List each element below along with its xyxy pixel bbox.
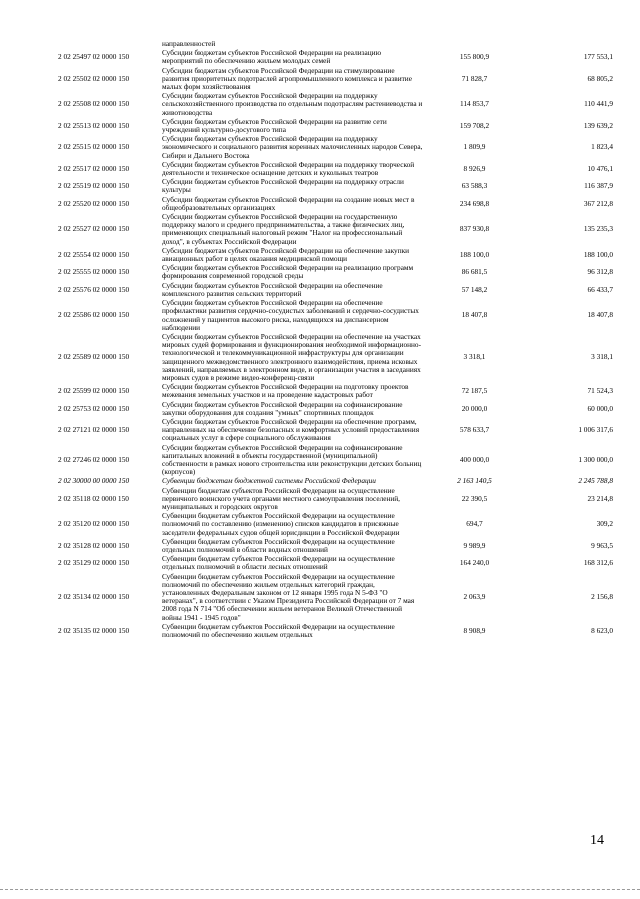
value-2022-cell <box>522 40 615 49</box>
value-2022-cell: 188 100,0 <box>583 249 613 259</box>
name-cell: Субсидии бюджетам субъектов Российской Федерации на обеспечение закупки авиационных работ в целях оказания медицинской помощи <box>162 245 410 264</box>
table-row <box>58 573 615 623</box>
value-2021-cell: 234 698,8 <box>459 198 490 208</box>
value-2021-cell: 57 148,2 <box>461 284 488 294</box>
table-row <box>58 118 615 135</box>
name-cell: Субвенции бюджетам субъектов Российской Федерации на осуществление первичного воинского учета органами местного самоуправления поселений, муниципальных и городских округов <box>162 485 401 511</box>
value-2022-cell: 2 156,8 <box>591 592 613 602</box>
value-2021-cell: 8 908,9 <box>463 625 486 635</box>
code-cell: 2 02 30000 00 0000 150 <box>58 476 130 486</box>
value-2022-cell: 1 006 317,6 <box>578 425 613 435</box>
code-cell: 2 02 27246 02 0000 150 <box>58 454 130 464</box>
name-cell: Субвенции бюджетам субъектов Российской Федерации на осуществление полномочий по обеспечению жильем отдельных категорий граждан, установленных Федеральным законом от 12 января 1995 года N 5-ФЗ "О ветеранах", в соответствии с Указом Президента Российской Федерации от 7 мая 2008 года N 714 "Об обеспечении жильем ветеранов Великой Отечественной войны 1941 - 1945 годов" <box>162 571 415 622</box>
table-row <box>58 135 615 161</box>
value-2021-cell: 8 926,9 <box>463 163 486 173</box>
name-cell: Субсидии бюджетам субъектов Российской Федерации на стимулирование развития приоритетных подотраслей агропромышленного комплекса и развитие малых форм хозяйствования <box>162 65 412 92</box>
value-2022-cell: 177 553,1 <box>583 52 613 62</box>
name-cell: Субсидии бюджетам субъектов Российской Федерации на софинансирование капитальных вложений в объекты государственной (муниципальной) собственности в рамках нового строительства или реконструкции детских больниц (корпусов) <box>162 442 422 477</box>
table-row <box>58 555 615 572</box>
code-cell: 2 02 25508 02 0000 150 <box>58 99 130 109</box>
code-cell: 2 02 35118 02 0000 150 <box>58 493 129 503</box>
code-cell: 2 02 35120 02 0000 150 <box>58 519 130 529</box>
value-2022-cell: 66 433,7 <box>587 284 613 294</box>
table-row <box>58 512 615 538</box>
name-cell: направленностей <box>162 39 216 48</box>
table-row <box>58 247 615 264</box>
table-row <box>58 444 615 478</box>
table-row <box>58 264 615 281</box>
name-cell: Субвенции бюджетам бюджетной системы Российской Федерации <box>162 476 376 486</box>
value-2022-cell: 139 639,2 <box>583 120 613 130</box>
table-row <box>58 418 615 444</box>
code-cell <box>58 40 162 49</box>
code-cell: 2 02 25753 02 0000 150 <box>58 403 130 413</box>
value-2022-cell: 60 000,0 <box>587 403 613 413</box>
code-cell: 2 02 25555 02 0000 150 <box>58 267 130 277</box>
value-2021-cell: 86 681,5 <box>461 267 488 277</box>
value-2021-cell: 164 240,0 <box>459 558 490 568</box>
value-2021-cell: 63 588,3 <box>461 181 488 191</box>
value-2022-cell: 3 318,1 <box>591 352 613 362</box>
value-2021-cell: 20 000,0 <box>461 403 488 413</box>
value-2022-cell: 68 805,2 <box>587 73 613 83</box>
name-cell: Субсидии бюджетам субъектов Российской Федерации на поддержку отрасли культуры <box>162 177 404 195</box>
value-2022-cell: 18 407,8 <box>587 310 613 320</box>
name-cell: Субсидии бюджетам субъектов Российской Федерации на обеспечение комплексного развития сельских территорий <box>162 280 383 298</box>
name-cell: Субвенции бюджетам субъектов Российской Федерации на осуществление полномочий по составлению (изменению) списков кандидатов в присяжные заседатели федеральных судов общей юрисдикции в Российской Федерации <box>162 511 400 537</box>
code-cell: 2 02 25554 02 0000 150 <box>58 249 130 259</box>
table-row <box>58 299 615 333</box>
value-2022-cell: 116 387,9 <box>584 181 613 191</box>
table-row <box>58 383 615 400</box>
name-cell: Субсидии бюджетам субъектов Российской Федерации на реализацию программ формирования современной городской среды <box>162 263 414 281</box>
code-cell: 2 02 35134 02 0000 150 <box>58 592 130 602</box>
code-cell: 2 02 25599 02 0000 150 <box>58 386 130 396</box>
name-cell: Субсидии бюджетам субъектов Российской Федерации на создание новых мест в общеобразовательных организациях <box>162 194 415 212</box>
value-2021-cell: 155 800,9 <box>459 52 490 62</box>
value-2021-cell: 578 633,7 <box>459 425 490 435</box>
budget-table-body <box>58 40 615 640</box>
value-2022-cell: 10 476,1 <box>587 163 613 173</box>
name-cell: Субсидии бюджетам субъектов Российской Федерации на поддержку творческой деятельности и техническое оснащение детских и кукольных театров <box>162 159 415 178</box>
code-cell: 2 02 25497 02 0000 150 <box>58 52 130 62</box>
value-2021-cell: 400 000,0 <box>459 454 490 464</box>
table-row <box>58 401 615 418</box>
table-row <box>58 92 615 118</box>
code-cell: 2 02 25576 02 0000 150 <box>58 284 130 294</box>
value-2021-cell: 1 809,9 <box>463 142 486 152</box>
code-cell: 2 02 25513 02 0000 150 <box>58 120 130 130</box>
value-2022-cell: 8 623,0 <box>591 625 613 635</box>
code-cell: 2 02 25586 02 0000 150 <box>58 310 130 320</box>
code-cell: 2 02 27121 02 0000 150 <box>58 425 130 435</box>
value-2022-cell: 1 823,4 <box>591 142 613 152</box>
value-2022-cell: 135 235,3 <box>583 224 613 234</box>
name-cell: Субсидии бюджетам субъектов Российской Федерации на государственную поддержку малого и среднего предпринимательства, а также физических лиц, применяющих специальный налоговый режим "Налог на профессиональный доход", в субъектах Российской Федерации <box>162 212 405 246</box>
value-2021-cell: 3 318,1 <box>463 352 486 362</box>
name-cell: Субвенции бюджетам субъектов Российской Федерации на осуществление отдельных полномочий в области лесных отношений <box>162 554 395 572</box>
table-row <box>58 213 615 247</box>
value-2022-cell: 1 300 000,0 <box>578 454 613 464</box>
table-row <box>58 49 615 66</box>
value-2021-cell: 2 163 140,5 <box>457 476 492 486</box>
table-row <box>58 161 615 178</box>
code-cell: 2 02 25517 02 0000 150 <box>58 163 130 173</box>
value-2021-cell: 72 187,5 <box>461 386 488 396</box>
table-row <box>58 178 615 195</box>
value-2022-cell: 23 214,8 <box>587 493 613 503</box>
code-cell: 2 02 25520 02 0000 150 <box>58 198 130 208</box>
table-row <box>58 333 615 383</box>
value-2022-cell: 367 212,8 <box>583 198 613 208</box>
table-row <box>58 196 615 213</box>
name-cell: Субсидии бюджетам субъектов Российской Федерации на софинансирование закупки оборудования для создания "умных" спортивных площадок <box>162 399 403 417</box>
name-cell: Субсидии бюджетам субъектов Российской Федерации на обеспечение на участках мировых судей формирования и функционирования необходимой информационно-технологической и телекоммуникационной инфраструктуры для организации защищенного межведомственного электронного взаимодействия, приема исковых заявлений, направляемых в электронном виде, и организации участия в заседаниях мировых судов в режиме видео-конференц-связи <box>162 331 422 382</box>
value-2021-cell: 71 828,7 <box>461 73 488 83</box>
value-2021-cell: 159 708,2 <box>459 120 490 130</box>
value-2021-cell: 9 989,9 <box>463 540 486 550</box>
code-cell: 2 02 25515 02 0000 150 <box>58 142 130 152</box>
value-2022-cell: 2 245 788,8 <box>578 476 613 486</box>
value-2021-cell: 837 930,8 <box>459 224 490 234</box>
value-2022-cell: 168 312,6 <box>583 558 613 568</box>
name-cell: Субвенции бюджетам субъектов Российской Федерации на осуществление полномочий по обеспечению жильем отдельных <box>162 621 395 640</box>
table-row <box>58 282 615 299</box>
value-2021-cell: 188 100,0 <box>459 249 490 259</box>
code-cell: 2 02 35129 02 0000 150 <box>58 558 130 568</box>
name-cell: Субсидии бюджетам субъектов Российской Федерации на обеспечение профилактики развития сердечно-сосудистых заболеваний и сердечно-сосудистых осложнений у пациентов высокого риска, находящихся на диспансерном наблюдении <box>162 298 419 332</box>
code-cell: 2 02 35135 02 0000 150 <box>58 625 130 635</box>
table-row <box>58 487 615 513</box>
name-cell: Субсидии бюджетам субъектов Российской Федерации на поддержку сельскохозяйственного производства по отдельным подотраслям растениеводства и животноводства <box>162 91 423 117</box>
name-cell: Субсидии бюджетам субъектов Российской Федерации на развитие сети учреждений культурно-досугового типа <box>162 116 387 135</box>
value-2022-cell: 110 441,9 <box>584 99 613 109</box>
code-cell: 2 02 25589 02 0000 150 <box>58 352 130 362</box>
budget-table <box>58 40 615 640</box>
code-cell: 2 02 25519 02 0000 150 <box>58 181 130 191</box>
value-2022-cell: 309,2 <box>596 519 613 529</box>
page-number: 14 <box>590 833 604 848</box>
name-cell: Субсидии бюджетам субъектов Российской Федерации на обеспечение программ, направленных на обеспечение безопасных и комфортных условий предоставления социальных услуг в сфере социального обслуживания <box>162 416 420 443</box>
name-cell: Субсидии бюджетам субъектов Российской Федерации на поддержку экономического и социального развития коренных малочисленных народов Севера, Сибири и Дальнего Востока <box>162 134 423 160</box>
value-2021-cell: 18 407,8 <box>461 310 488 320</box>
value-2021-cell <box>427 40 522 49</box>
table-row <box>58 538 615 555</box>
code-cell: 2 02 35128 02 0000 150 <box>58 540 130 550</box>
table-row <box>58 623 615 640</box>
code-cell: 2 02 25502 02 0000 150 <box>58 73 130 83</box>
value-2021-cell: 694,7 <box>466 519 483 529</box>
value-2022-cell: 96 312,8 <box>587 267 613 277</box>
value-2022-cell: 71 524,3 <box>587 386 613 396</box>
table-row <box>58 67 615 93</box>
scan-edge-line <box>0 889 640 890</box>
value-2021-cell: 22 390,5 <box>461 493 488 503</box>
value-2021-cell: 114 853,7 <box>460 99 489 109</box>
name-cell: Субвенции бюджетам субъектов Российской Федерации на осуществление отдельных полномочий в области водных отношений <box>162 536 395 554</box>
name-cell: Субсидии бюджетам субъектов Российской Федерации на реализацию мероприятий по обеспечению жильем молодых семей <box>162 48 382 66</box>
name-cell: Субсидии бюджетам субъектов Российской Федерации на подготовку проектов межевания земельных участков и на проведение кадастровых работ <box>162 382 409 400</box>
value-2021-cell: 2 063,9 <box>463 592 486 602</box>
code-cell: 2 02 25527 02 0000 150 <box>58 224 130 234</box>
value-2022-cell: 9 963,5 <box>591 540 613 550</box>
